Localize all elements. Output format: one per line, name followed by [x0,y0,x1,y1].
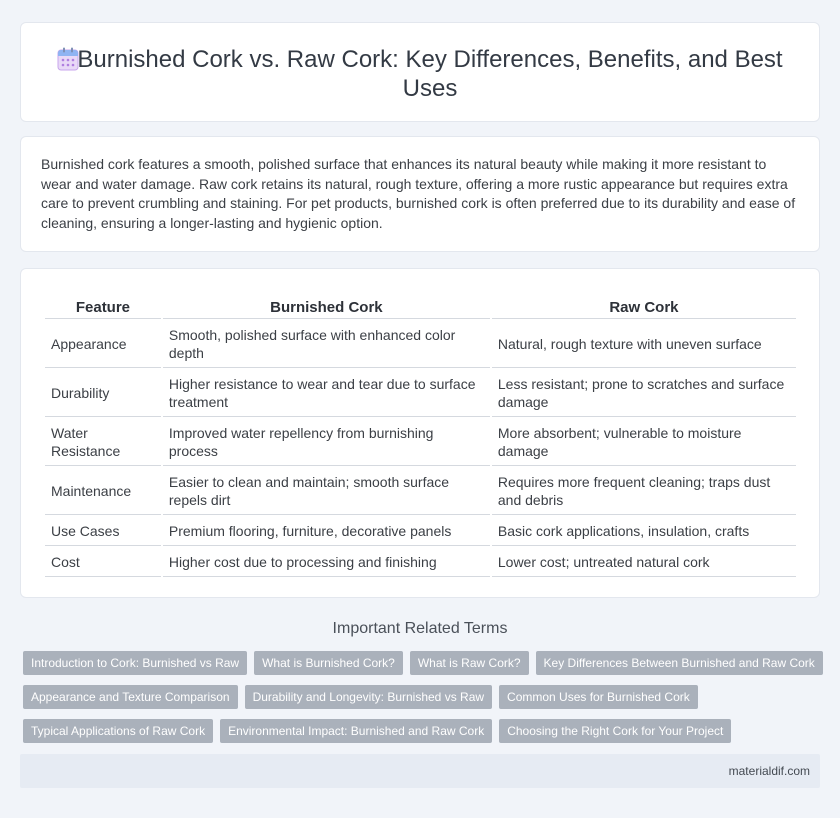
table-cell-burnished: Smooth, polished surface with enhanced color depth [163,319,490,368]
related-term-link[interactable]: What is Burnished Cork? [254,651,403,675]
table-cell-raw: Natural, rough texture with uneven surface [492,319,796,368]
column-header-feature: Feature [45,297,161,319]
related-term-link[interactable]: Introduction to Cork: Burnished vs Raw [23,651,247,675]
table-row [45,417,796,466]
table-row [45,546,796,577]
related-term-link[interactable]: Durability and Longevity: Burnished vs Raw [245,685,492,709]
table-cell-raw: More absorbent; vulnerable to moisture damage [492,417,796,466]
table-cell-burnished: Higher resistance to wear and tear due to surface treatment [163,368,490,417]
table-cell-feature: Cost [45,546,161,577]
table-row [45,515,796,546]
related-term-link[interactable]: Environmental Impact: Burnished and Raw Cork [220,719,492,743]
page-title: Burnished Cork vs. Raw Cork: Key Differences, Benefits, and Best Uses [77,46,783,102]
table-cell-burnished: Easier to clean and maintain; smooth surface repels dirt [163,466,490,515]
table-cell-feature: Durability [45,368,161,417]
table-cell-feature: Water Resistance [45,417,161,466]
footer-site-link[interactable]: materialdif.com [728,764,810,778]
table-cell-raw: Lower cost; untreated natural cork [492,546,796,577]
table-cell-burnished: Higher cost due to processing and finishing [163,546,490,577]
related-term-link[interactable]: Key Differences Between Burnished and Raw Cork [536,651,823,675]
table-cell-feature: Use Cases [45,515,161,546]
intro-paragraph: Burnished cork features a smooth, polished surface that enhances its natural beauty while making it more resistant to wear and water damage. Raw cork retains its natural, rough texture, offering a more rustic appearance but requires extra care to prevent crumbling and staining. For pet products, burnished cork is often preferred due to its durability and ease of cleaning, ensuring a longer-lasting and hygienic option. [41,156,796,231]
table-header-row [45,297,796,319]
table-cell-raw: Basic cork applications, insulation, crafts [492,515,796,546]
related-term-link[interactable]: Appearance and Texture Comparison [23,685,238,709]
footer-bar [20,754,820,788]
related-term-link[interactable]: What is Raw Cork? [410,651,529,675]
comparison-table [43,297,798,577]
intro-card [20,136,820,252]
comparison-table-card [20,268,820,598]
table-row [45,319,796,368]
table-cell-feature: Maintenance [45,466,161,515]
table-row [45,466,796,515]
related-term-link[interactable]: Typical Applications of Raw Cork [23,719,213,743]
table-cell-burnished: Improved water repellency from burnishing process [163,417,490,466]
related-terms-list [23,651,823,753]
table-cell-raw: Less resistant; prone to scratches and surface damage [492,368,796,417]
column-header-burnished: Burnished Cork [163,297,490,319]
related-terms-heading: Important Related Terms [332,620,508,637]
table-cell-burnished: Premium flooring, furniture, decorative panels [163,515,490,546]
related-term-link[interactable]: Choosing the Right Cork for Your Project [499,719,731,743]
header-card [20,22,820,122]
table-cell-feature: Appearance [45,319,161,368]
table-cell-raw: Requires more frequent cleaning; traps dust and debris [492,466,796,515]
column-header-raw: Raw Cork [492,297,796,319]
related-term-link[interactable]: Common Uses for Burnished Cork [499,685,698,709]
table-row [45,368,796,417]
